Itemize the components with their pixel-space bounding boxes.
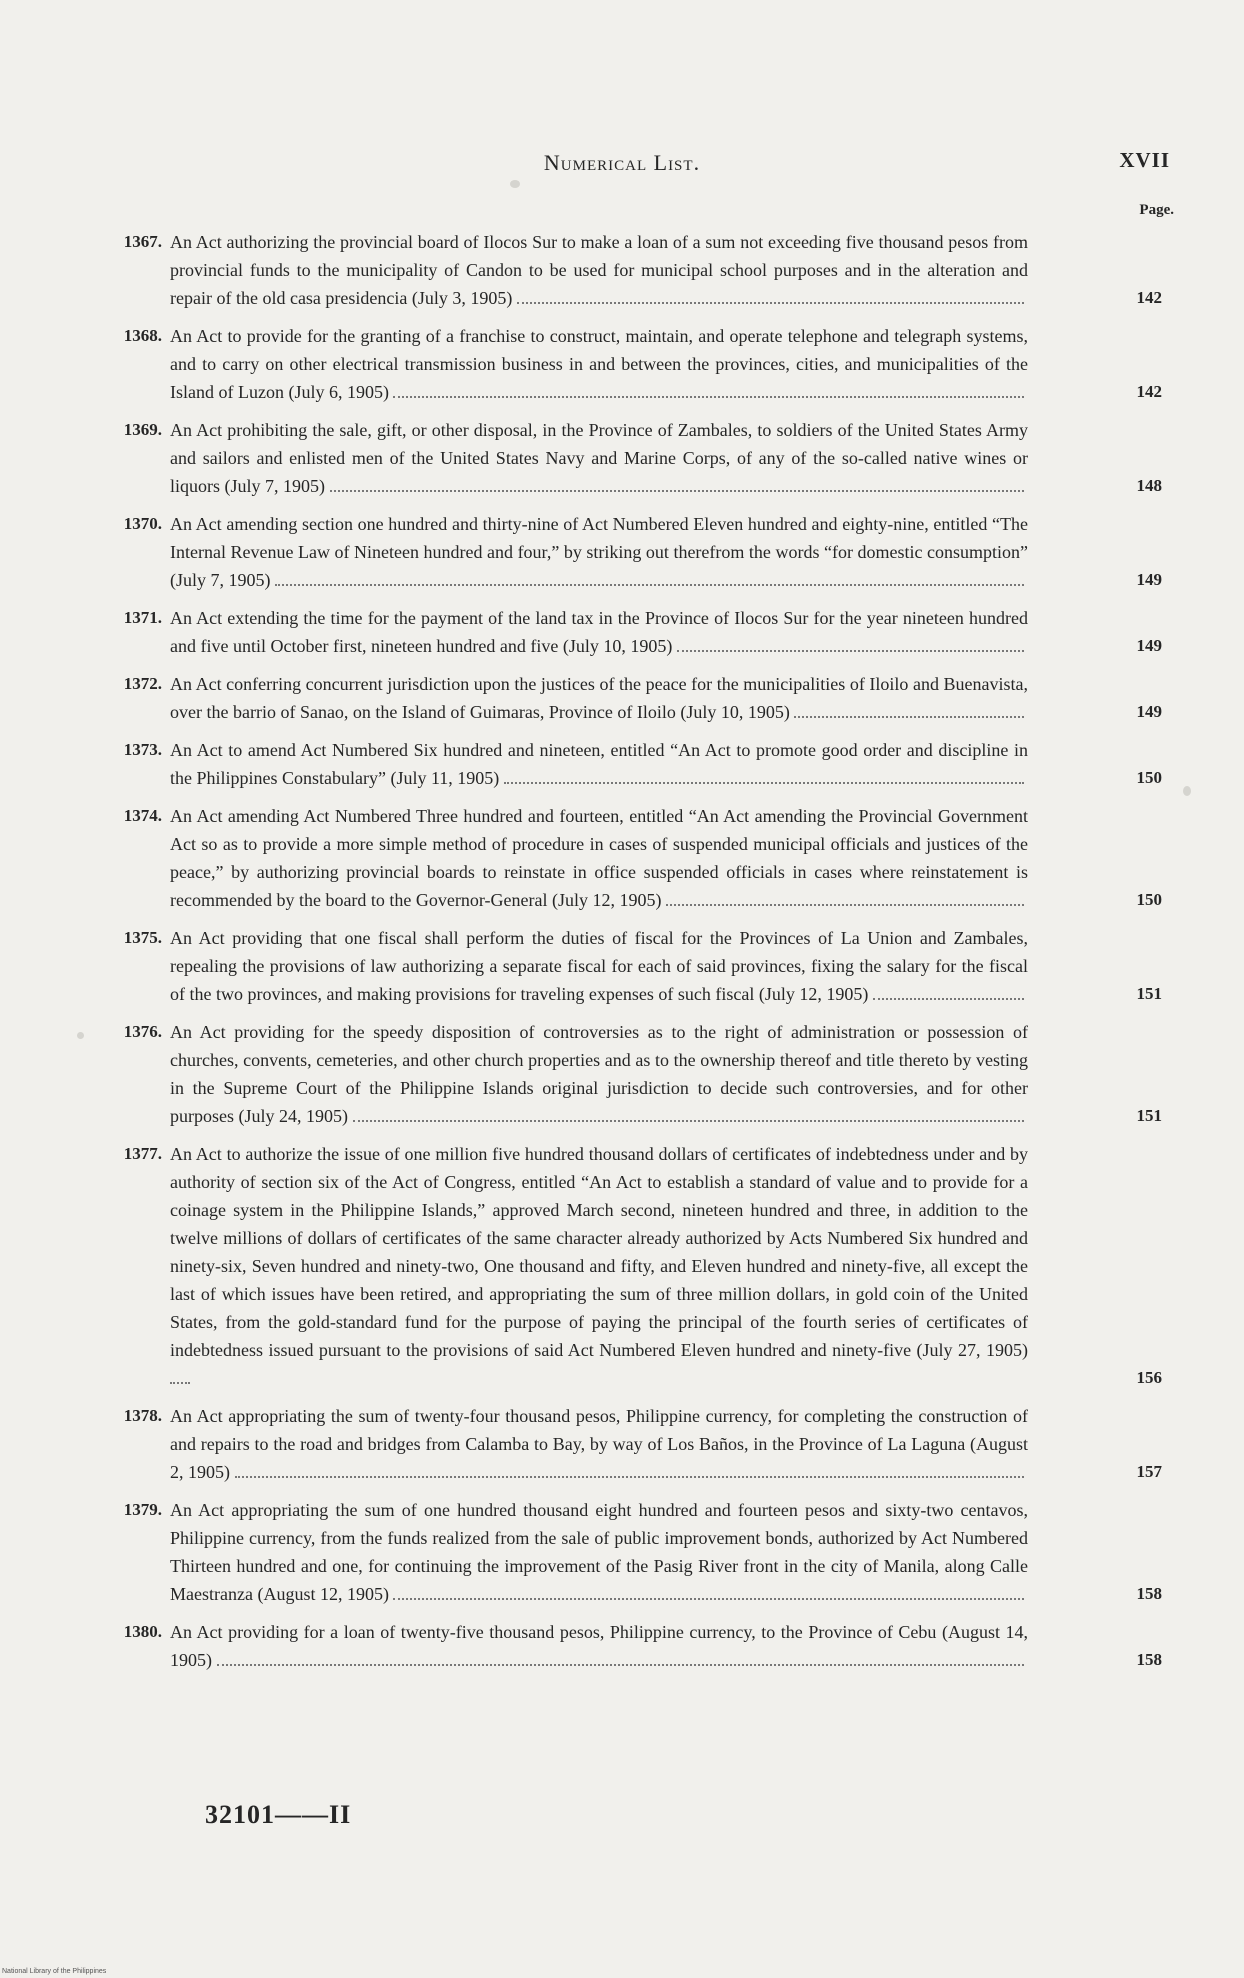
dot-leader xyxy=(217,1663,1025,1666)
running-header-title: Numerical List. xyxy=(543,150,701,175)
page-reference: 149 xyxy=(1136,570,1162,589)
act-description: An Act appropriating the sum of twenty-four thousand pesos, Philippine currency, for completing the construction of and repairs to the road and bridges from Calamba to Bay, by way of Los Baños, in the Province of La Laguna (August 2, 1905) xyxy=(170,1406,1028,1482)
list-entry xyxy=(92,510,1174,594)
act-description: An Act prohibiting the sale, gift, or other disposal, in the Province of Zambales, to soldiers of the United States Army and sailors and enlisted men of the United States Navy and Marine Corps, of any of the so-called native wines or liquors (July 7, 1905) xyxy=(170,420,1028,496)
act-description: An Act amending section one hundred and thirty-nine of Act Numbered Eleven hundred and eighty-nine, entitled “The Internal Revenue Law of Nineteen hundred and four,” by striking out therefrom the words “for domestic consumption” (July 7, 1905) xyxy=(170,514,1028,590)
list-entry xyxy=(92,322,1174,406)
act-description: An Act to provide for the granting of a franchise to construct, maintain, and operate telephone and telegraph systems, and to carry on other electrical transmission business in and between the provinces, cities, and municipalities of the Island of Luzon (July 6, 1905) xyxy=(170,326,1028,402)
act-number: 1369. xyxy=(123,420,162,439)
page-smudge xyxy=(1183,786,1191,796)
page-reference: 151 xyxy=(1136,1106,1162,1125)
act-number: 1368. xyxy=(123,326,162,345)
act-description-wrapper xyxy=(170,416,1028,500)
act-description: An Act providing for the speedy disposition of controversies as to the right of administration or possession of churches, convents, cemeteries, and other church properties and as to the ownership thereof and title thereto by vesting in the Supreme Court of the Philippine Islands original jurisdiction to decide such controversies, and for other purposes (July 24, 1905) xyxy=(170,1022,1028,1126)
act-description-wrapper xyxy=(170,1018,1028,1130)
page-reference: 142 xyxy=(1136,382,1162,401)
act-number: 1371. xyxy=(123,608,162,627)
act-number: 1375. xyxy=(123,928,162,947)
page-reference: 142 xyxy=(1136,288,1162,307)
page-smudge xyxy=(77,1032,84,1039)
act-description: An Act amending Act Numbered Three hundred and fourteen, entitled “An Act amending the Provincial Government Act so as to provide a more simple method of procedure in cases of suspended municipal officials and justices of the peace,” by authorizing provincial boards to reinstate in office suspended officials in cases where reinstatement is recommended by the board to the Governor-General (July 12, 1905) xyxy=(170,806,1028,910)
list-entry xyxy=(92,802,1174,914)
page-smudge xyxy=(510,180,520,188)
act-description: An Act appropriating the sum of one hundred thousand eight hundred and fourteen pesos and sixty-two centavos, Philippine currency, from the funds realized from the sale of public improvement bonds, authorized by Act Numbered Thirteen hundred and one, for continuing the improvement of the Pasig River front in the city of Manila, along Calle Maestranza (August 12, 1905) xyxy=(170,1500,1028,1604)
dot-leader xyxy=(677,649,1024,652)
list-entry xyxy=(92,1496,1174,1608)
page-reference: 149 xyxy=(1136,636,1162,655)
act-number: 1373. xyxy=(123,740,162,759)
page-reference: 156 xyxy=(1136,1368,1162,1387)
page-reference: 151 xyxy=(1136,984,1162,1003)
act-number: 1379. xyxy=(123,1500,162,1519)
act-number: 1380. xyxy=(123,1622,162,1641)
act-description-wrapper xyxy=(170,736,1028,792)
dot-leader xyxy=(330,489,1025,492)
act-description-wrapper xyxy=(170,924,1028,1008)
act-description-wrapper xyxy=(170,604,1028,660)
dot-leader xyxy=(393,395,1024,398)
act-description: An Act providing for a loan of twenty-five thousand pesos, Philippine currency, to the Province of Cebu (August 14, 1905) xyxy=(170,1622,1028,1670)
act-description: An Act extending the time for the payment of the land tax in the Province of Ilocos Sur for the year nineteen hundred and five until October first, nineteen hundred and five (July 10, 1905) xyxy=(170,608,1028,656)
act-number: 1372. xyxy=(123,674,162,693)
printer-signature: 32101——II xyxy=(205,1800,352,1829)
dot-leader xyxy=(170,1381,190,1384)
list-entry xyxy=(92,604,1174,660)
list-entry xyxy=(92,924,1174,1008)
act-number: 1376. xyxy=(123,1022,162,1041)
act-description-wrapper xyxy=(170,670,1028,726)
act-description-wrapper xyxy=(170,1496,1028,1608)
page-reference: 150 xyxy=(1136,890,1162,909)
list-entry xyxy=(92,1402,1174,1486)
page-reference: 158 xyxy=(1136,1650,1162,1669)
dot-leader xyxy=(235,1475,1025,1478)
list-entry xyxy=(92,1018,1174,1130)
act-description-wrapper xyxy=(170,228,1028,312)
dot-leader xyxy=(794,715,1024,718)
dot-leader xyxy=(517,301,1024,304)
act-description-wrapper xyxy=(170,1140,1028,1392)
act-description: An Act providing that one fiscal shall perform the duties of fiscal for the Provinces of La Union and Zambales, repealing the provisions of law authorizing a separate fiscal for each of said provinces, fixing the salary for the fiscal of the two provinces, and making provisions for traveling expenses of such fiscal (July 12, 1905) xyxy=(170,928,1028,1004)
dot-leader xyxy=(393,1597,1024,1600)
act-number: 1378. xyxy=(123,1406,162,1425)
list-entry xyxy=(92,1618,1174,1674)
page-reference: 150 xyxy=(1136,768,1162,787)
act-description-wrapper xyxy=(170,802,1028,914)
library-imprint: National Library of the Philippines xyxy=(2,1968,107,1975)
dot-leader xyxy=(353,1119,1025,1122)
act-number: 1377. xyxy=(123,1144,162,1163)
numerical-list xyxy=(92,228,1174,1684)
list-entry xyxy=(92,416,1174,500)
act-description-wrapper xyxy=(170,1402,1028,1486)
act-description: An Act conferring concurrent jurisdiction upon the justices of the peace for the municipalities of Iloilo and Buenavista, over the barrio of Sanao, on the Island of Guimaras, Province of Iloilo (July 10, 1905) xyxy=(170,674,1028,722)
list-entry xyxy=(92,228,1174,312)
act-description: An Act authorizing the provincial board of Ilocos Sur to make a loan of a sum not exceeding five thousand pesos from provincial funds to the municipality of Candon to be used for municipal school purposes and in the alteration and repair of the old casa presidencia (July 3, 1905) xyxy=(170,232,1028,308)
act-number: 1374. xyxy=(123,806,162,825)
list-entry xyxy=(92,736,1174,792)
act-description: An Act to authorize the issue of one million five hundred thousand dollars of certificates of indebtedness under and by authority of section six of the Act of Congress, entitled “An Act to establish a standard of value and to provide for a coinage system in the Philippine Islands,” approved March second, nineteen hundred and three, in addition to the twelve millions of dollars of certificates of the same character already authorized by Acts Numbered Six hundred and ninety-six, Seven hundred and ninety-two, One thousand and fifty, and Eleven hundred and ninety-five, all except the last of which issues have been retired, and appropriating the sum of three million dollars, in gold coin of the United States, from the gold-standard fund for the purpose of paying the principal of the fourth series of certificates of indebtedness issued pursuant to the provisions of said Act Numbered Eleven hundred and ninety-five (July 27, 1905) xyxy=(170,1144,1028,1360)
page-reference: 148 xyxy=(1136,476,1162,495)
act-number: 1367. xyxy=(123,232,162,251)
page-number: XVII xyxy=(1119,148,1170,172)
act-description-wrapper xyxy=(170,322,1028,406)
dot-leader xyxy=(504,781,1024,784)
list-entry xyxy=(92,1140,1174,1392)
page-reference: 158 xyxy=(1136,1584,1162,1603)
act-description: An Act to amend Act Numbered Six hundred and nineteen, entitled “An Act to promote good order and discipline in the Philippines Constabulary” (July 11, 1905) xyxy=(170,740,1028,788)
dot-leader xyxy=(666,903,1024,906)
dot-leader xyxy=(873,997,1024,1000)
act-description-wrapper xyxy=(170,510,1028,594)
act-description-wrapper xyxy=(170,1618,1028,1674)
page-reference: 157 xyxy=(1136,1462,1162,1481)
dot-leader xyxy=(275,583,1024,586)
act-number: 1370. xyxy=(123,514,162,533)
list-entry xyxy=(92,670,1174,726)
page-column-label: Page. xyxy=(1139,202,1174,218)
page-reference: 149 xyxy=(1136,702,1162,721)
